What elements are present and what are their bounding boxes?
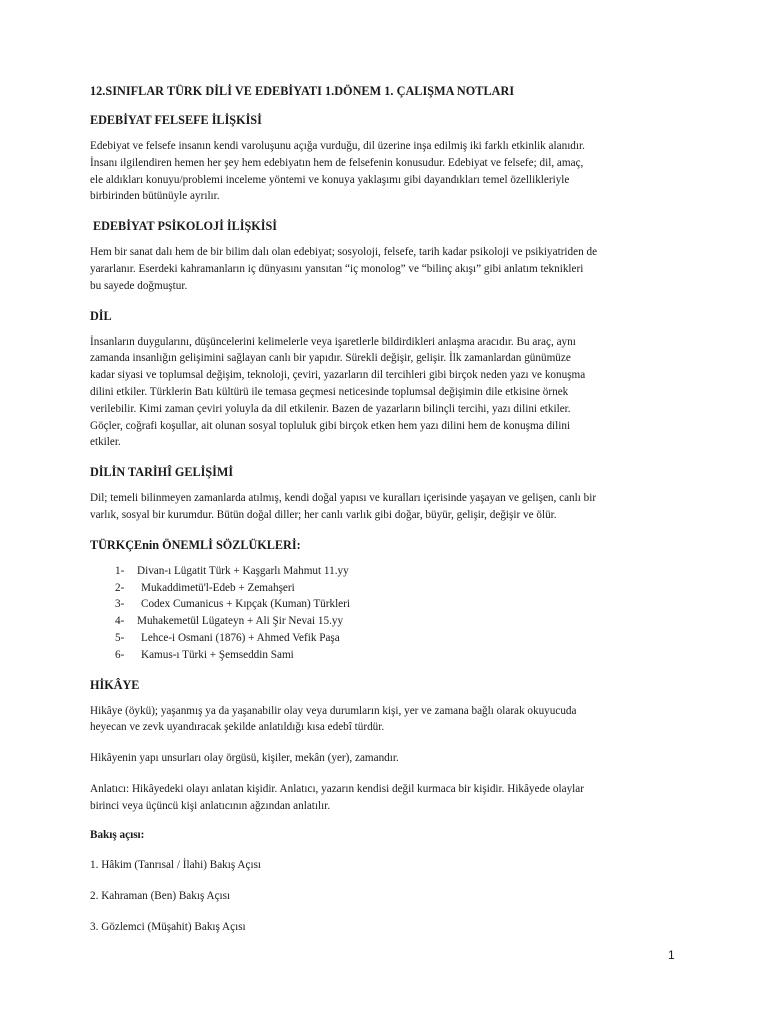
list-item [90,613,690,630]
section-heading-felsefe: EDEBİYAT FELSEFE İLİŞKİSİ [90,113,262,127]
text-line: ele aldıkları konuyu/problemi inceleme yöntemi ve konuya yaklaşımı gibi dayandıkları temel özellikleriyle [90,173,570,186]
text-line: İnsanı ilgilendiren hemen her şey hem edebiyatın hem de felsefenin konusudur. Edebiyat ve felsefe; dil, amaç, [90,156,584,169]
list-number: 3- [115,598,125,611]
text-line: birbirinden bütünüyle ayrılır. [90,190,220,203]
bakis-acisi-item: 2. Kahraman (Ben) Bakış Açısı [90,889,231,902]
section-heading-hikaye: HİKÂYE [90,677,140,692]
bakis-acisi-item: 3. Gözlemci (Müşahit) Bakış Açısı [90,920,246,933]
list-text: Kamus-ı Türki + Şemseddin Sami [141,648,294,661]
list-text: Lehce-i Osmani (1876) + Ahmed Vefik Paşa [141,631,340,644]
document-page [90,84,690,952]
section-heading-dil: DİL [90,308,112,323]
list-number: 1- [115,564,125,577]
text-line: Hikâyenin yapı unsurları olay örgüsü, kişiler, mekân (yer), zamandır. [90,752,399,765]
page-number: 1 [668,948,675,962]
text-line: Dil; temeli bilinmeyen zamanlarda atılmış, kendi doğal yapısı ve kuralları içerisinde yaşayan ve gelişen, canlı bir [90,492,597,505]
text-line: zamanda insanlığın gelişimini sağlayan canlı bir yapıdır. Sürekli değişir, gelişir. İlk zamanlardan günümüze [90,352,571,365]
paragraph-dil [90,334,690,452]
text-line: dilini etkiler. Türklerin Batı kültürü ile temasa geçmesi neticesinde toplumsal değişimin dile etkisine örnek [90,385,569,398]
paragraph-hikaye-tanim [90,703,690,737]
list-item [90,630,690,647]
text-line: Göçler, coğrafi koşullar, ait olunan sosyal topluluk gibi birçok etken hem yazı dilini hem de konuşma dilini [90,419,571,432]
bakis-acisi-label: Bakış açısı: [90,828,145,841]
section-heading-psikoloji: EDEBİYAT PSİKOLOJİ İLİŞKİSİ [93,219,278,234]
text-line: kadar siyasi ve toplumsal değişim, teknoloji, çeviri, yazarların dil tercihleri gibi birçok neden yazı ve konuşma [90,369,586,382]
paragraph-tarihi [90,490,690,524]
list-item [90,596,690,613]
text-line: varlık, sosyal bir kurumdur. Bütün doğal diller; her canlı varlık gibi doğar, büyür, gelişir, değişir ve ölür. [90,508,557,521]
bakis-acisi-item: 1. Hâkim (Tanrısal / İlahi) Bakış Açısı [90,858,262,871]
section-heading-sozlukler: TÜRKÇEnin ÖNEMLİ SÖZLÜKLERİ: [90,537,301,552]
list-item [90,563,690,580]
text-line: Hem bir sanat dalı hem de bir bilim dalı olan edebiyat; sosyoloji, felsefe, tarih kadar psikoloji ve psikiyatriden de [90,246,598,259]
list-text: Muhakemetül Lügateyn + Ali Şir Nevai 15.yy [137,615,344,628]
text-line: birinci veya üçüncü kişi anlatıcının ağzından anlatılır. [90,799,331,812]
document-title: 12.SINIFLAR TÜRK DİLİ VE EDEBİYATI 1.DÖNEM 1. ÇALIŞMA NOTLARI [90,84,515,98]
paragraph-anlatici [90,781,690,815]
list-text: Codex Cumanicus + Kıpçak (Kuman) Türkleri [141,598,350,611]
text-line: yararlanır. Eserdeki kahramanların iç dünyasını yansıtan “iç monolog” ve “bilinç akışı” gibi anlatım teknikleri [90,262,584,275]
text-line: Edebiyat ve felsefe insanın kendi varoluşunu açığa vurduğu, dil üzerine inşa edilmiş iki farklı etkinlik alanıdır. [90,140,585,152]
list-item [90,647,690,664]
text-line: etkiler. [90,436,121,449]
text-line: verilebilir. Kimi zaman çeviri yoluyla da dil etkilenir. Bazen de yazarların bilinçli tercihi, yazı dilini etkiler. [90,402,571,415]
list-number: 6- [115,648,125,661]
section-heading-tarihi: DİLİN TARİHÎ GELİŞİMİ [90,465,234,480]
paragraph-hikaye-unsurlar [90,750,690,767]
list-number: 2- [115,581,125,594]
paragraph-felsefe [90,138,690,205]
text-line: bu sayede doğmuştur. [90,279,188,292]
text-line: heyecan ve zevk uyandıracak şekilde anlatıldığı kısa edebî türdür. [90,721,385,734]
list-text: Divan-ı Lügatit Türk + Kaşgarlı Mahmut 11.yy [137,564,349,577]
list-number: 5- [115,631,125,644]
text-line: İnsanların duygularını, düşüncelerini kelimelerle veya işaretlerle bildirdikleri anlaşma aracıdır. Bu araç, aynı [90,335,576,348]
list-item [90,580,690,597]
text-line: Anlatıcı: Hikâyedeki olayı anlatan kişidir. Anlatıcı, yazarın kendisi değil kurmaca bir kişidir. Hikâyede olaylar [90,782,584,795]
list-number: 4- [115,615,125,628]
text-line: Hikâye (öykü); yaşanmış ya da yaşanabilir olay veya durumların kişi, yer ve zamana bağlı olarak okuyucuda [90,704,577,717]
dictionary-list [90,563,690,664]
paragraph-psikoloji [90,244,690,294]
list-text: Mukaddimetü'l-Edeb + Zemahşeri [141,581,295,594]
